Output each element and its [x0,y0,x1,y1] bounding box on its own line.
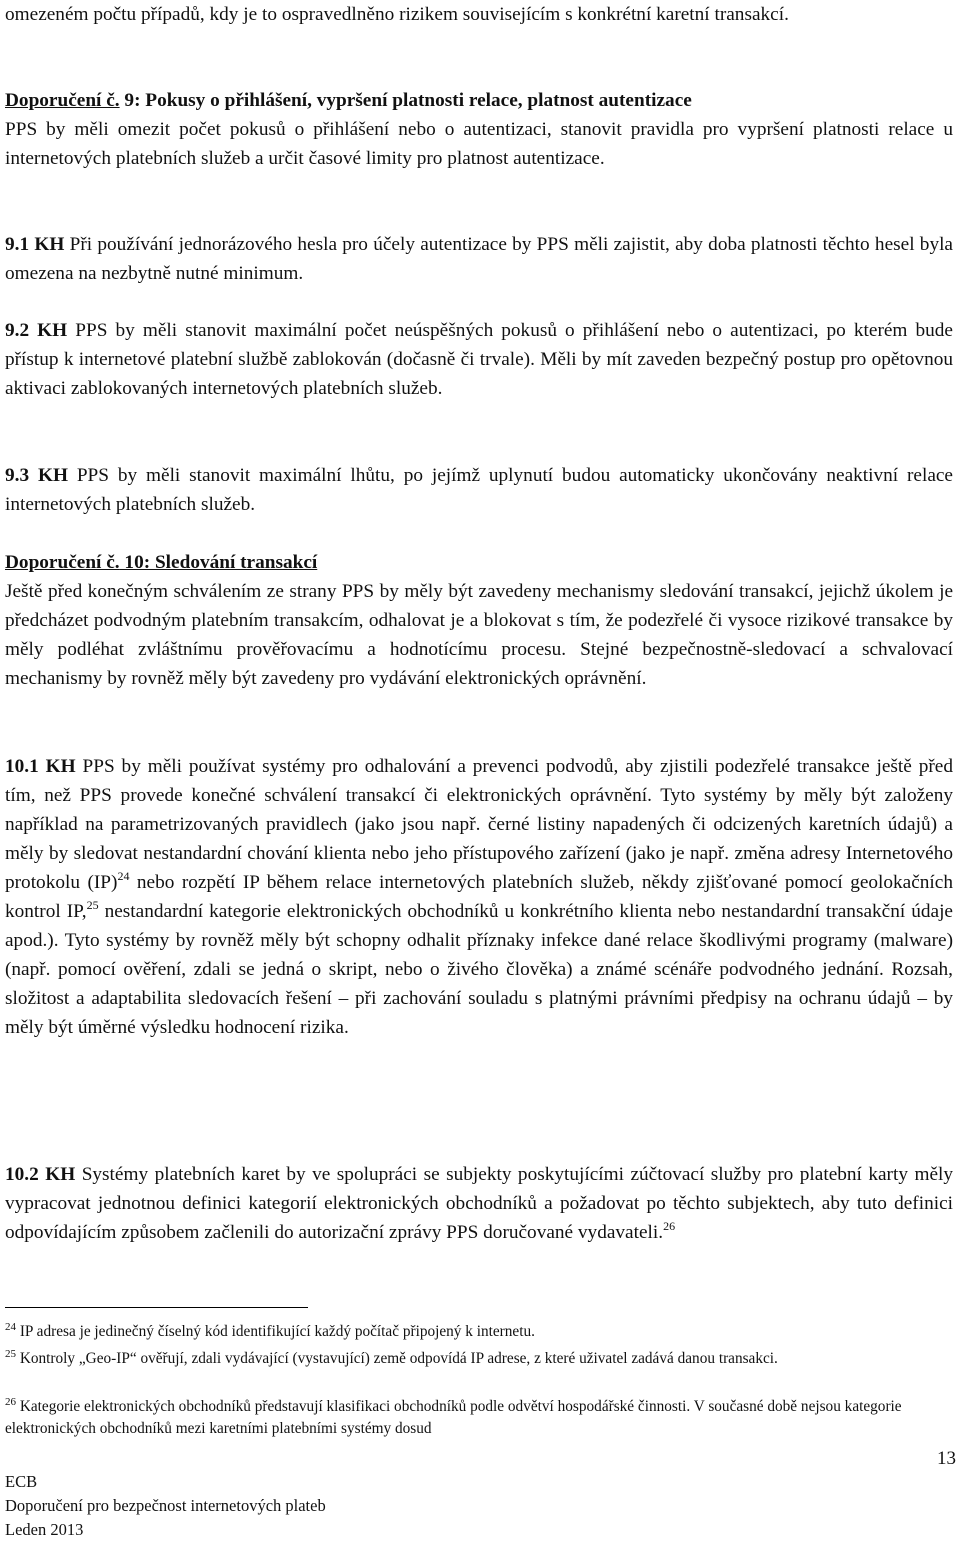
guideline-10-1-number: 10.1 KH [5,756,76,777]
footnote-25-number: 25 [5,1348,16,1360]
footnote-26 [5,1396,955,1440]
guideline-10-1-text-a: PPS by měli používat systémy pro odhalování a prevenci podvodů, aby zjistili podezřelé transakce ještě před tím, než PPS provede konečné schválení transakcí či elektronických oprávnění. Tyto systémy by měly být založeny například na parametrizovaných pravidlech (jako jsou např. černé listiny napadených či odcizených karetních údajů) a měly by sledovat nestandardní chování klienta nebo jeho přístupového zařízení (jako je např. změna adresy Internetového protokolu (IP) [5,756,953,893]
guideline-10-2 [5,1160,953,1247]
footnote-24-number: 24 [5,1321,16,1333]
guideline-9-1-number: 9.1 KH [5,234,65,255]
footer-org: ECB [5,1472,38,1491]
footnote-26-text: Kategorie elektronických obchodníků představují klasifikaci obchodníků podle odvětví hospodářské činnosti. V současné době nejsou kategorie elektronických obchodníků mezi karetními platebními systémy dosud [5,1398,902,1437]
guideline-10-2-number: 10.2 KH [5,1164,76,1185]
guideline-9-1 [5,230,953,288]
continuation-paragraph [5,0,953,29]
guideline-9-2-number: 9.2 KH [5,320,68,341]
guideline-9-3 [5,461,953,519]
footnote-24-text: IP adresa je jedinečný číselný kód identifikující každý počítač připojený k internetu. [16,1323,535,1340]
footer-doc-title: Doporučení pro bezpečnost internetových plateb [5,1496,326,1515]
footnote-separator [5,1307,308,1308]
footnote-25 [5,1348,955,1370]
recommendation-10-body: Ještě před konečným schválením ze strany PPS by měly být zavedeny mechanismy sledování transakcí, jejichž úkolem je předcházet podvodným platebním transakcím, odhalovat je a blokovat s tím, že podezřelé či vysoce rizikové transakce by měly podléhat zvláštnímu prověřovacímu a hodnotícímu procesu. Stejné bezpečnostně-sledovací a schvalovací mechanismy by rovněž měly být zavedeny pro vydávání elektronických oprávnění. [5,581,953,689]
recommendation-9-label: Doporučení č. [5,90,120,111]
recommendation-10-heading: 10: Sledování transakcí [119,552,318,573]
recommendation-9 [5,86,953,173]
recommendation-9-text [5,86,953,173]
guideline-9-3-number: 9.3 KH [5,465,68,486]
footnote-24 [5,1321,955,1343]
guideline-10-1-text-b: nebo rozpětí IP během relace internetových platebních služeb, někdy zjišťované pomocí geolokačních kontrol IP, [5,872,953,922]
footnote-25-text: Kontroly „Geo-IP“ ověřují, zdali vydávající (vystavující) země odpovídá IP adrese, z které uživatel zadává danou transakci. [16,1350,778,1367]
footnote-ref-25: 25 [86,898,99,912]
recommendation-10-text [5,548,953,693]
footer-date: Leden 2013 [5,1520,84,1539]
guideline-10-1 [5,752,953,1042]
footnote-ref-24: 24 [117,869,130,883]
guideline-10-1-text-c: nestandardní kategorie elektronických obchodníků u konkrétního klienta nebo nestandardní transakční údaje apod.). Tyto systémy by rovněž měly být schopny odhalit příznaky infekce dané relace škodlivými programy (malware) (např. pomocí ověření, zdali se jedná o skript, nebo o živého člověka) a známé scénáře podvodného jednání. Rozsah, složitost a adaptabilita sledovacích řešení – při zachování souladu s platnými právními předpisy na ochranu údajů – by měly být úměrné výsledku hodnocení rizika. [5,901,953,1038]
recommendation-10-label: Doporučení č. [5,552,120,573]
guideline-9-2-text: PPS by měli stanovit maximální počet neúspěšných pokusů o přihlášení nebo o autentizaci, po kterém bude přístup k internetové platební službě zablokován (dočasně či trvale). Měli by mít zaveden bezpečný postup pro opětovnou aktivaci zablokovaných internetových platebních služeb. [5,320,953,399]
recommendation-9-heading: 9: Pokusy o přihlášení, vypršení platnosti relace, platnost autentizace [119,90,692,111]
guideline-9-2 [5,316,953,403]
recommendation-10 [5,548,953,693]
guideline-9-1-text: Při používání jednorázového hesla pro účely autentizace by PPS měli zajistit, aby doba platnosti těchto hesel byla omezena na nezbytně nutné minimum. [5,234,953,284]
page-number: 13 [937,1448,956,1469]
continuation-text: omezeném počtu případů, kdy je to ospravedlněno rizikem souvisejícím s konkrétní karetní transakcí. [5,4,789,25]
recommendation-9-body: PPS by měli omezit počet pokusů o přihlášení nebo o autentizaci, stanovit pravidla pro vypršení platnosti relace u internetových platebních služeb a určit časové limity pro platnost autentizace. [5,119,953,169]
footnote-ref-26: 26 [663,1219,676,1233]
guideline-10-2-text: Systémy platebních karet by ve spolupráci se subjekty poskytujícími zúčtovací služby pro platební karty měly vypracovat jednotnou definici kategorií elektronických obchodníků a požadovat po těchto subjektech, aby tuto definici odpovídajícím způsobem začlenili do autorizační zprávy PPS doručované vydavateli. [5,1164,954,1243]
guideline-9-3-text: PPS by měli stanovit maximální lhůtu, po jejímž uplynutí budou automaticky ukončovány neaktivní relace internetových platebních služeb. [5,465,953,515]
footnote-26-number: 26 [5,1396,16,1408]
